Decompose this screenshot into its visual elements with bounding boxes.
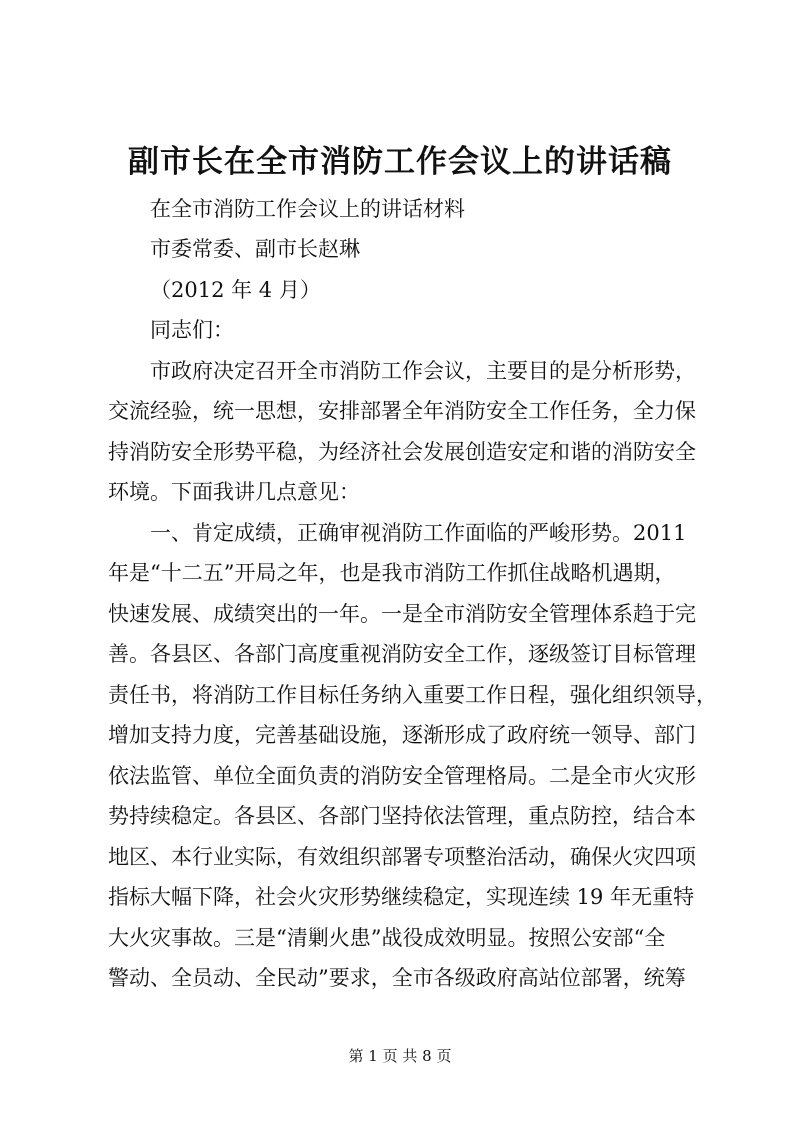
body-line: 指标大幅下降，社会火灾形势继续稳定，实现连续 19 年无重特 [108,885,695,909]
body-line: 依法监管、单位全面负责的消防安全管理格局。二是全市火灾形 [108,764,696,788]
body-line: 一、肯定成绩，正确审视消防工作面临的严峻形势。2011 [150,521,687,545]
body-line: 交流经验，统一思想，安排部署全年消防安全工作任务，全力保 [108,399,696,423]
body-line: 大火灾事故。三是“清剿火患”战役成效明显。按照公安部“全 [108,926,666,950]
body-line: 地区、本行业实际，有效组织部署专项整治活动，确保火灾四项 [108,845,696,869]
body-line: 环境。下面我讲几点意见： [108,480,360,504]
document-subtitle: 在全市消防工作会议上的讲话材料 [150,197,465,221]
body-line: 势持续稳定。各县区、各部门坚持依法管理，重点防控，结合本 [108,804,696,828]
body-line: 年是“十二五”开局之年，也是我市消防工作抓住战略机遇期， [108,561,676,585]
date-line: （2012 年 4 月） [150,278,321,302]
body-line: 市政府决定召开全市消防工作会议，主要目的是分析形势， [150,359,696,383]
body-line: 责任书，将消防工作目标任务纳入重要工作日程，强化组织领导， [108,683,717,707]
body-line: 持消防安全形势平稳，为经济社会发展创造安定和谐的消防安全 [108,440,696,464]
salutation: 同志们： [150,318,234,342]
body-line: 快速发展、成绩突出的一年。一是全市消防安全管理体系趋于完 [108,602,696,626]
document-title: 副市长在全市消防工作会议上的讲话稿 [128,144,672,180]
body-line: 警动、全员动、全民动”要求，全市各级政府高站位部署，统筹 [108,966,686,990]
body-line: 善。各县区、各部门高度重视消防安全工作，逐级签订目标管理 [108,642,696,666]
body-line: 增加支持力度，完善基础设施，逐渐形成了政府统一领导、部门 [108,723,696,747]
speaker-line: 市委常委、副市长赵琳 [150,237,360,261]
page-footer: 第 1 页 共 8 页 [348,1047,452,1065]
